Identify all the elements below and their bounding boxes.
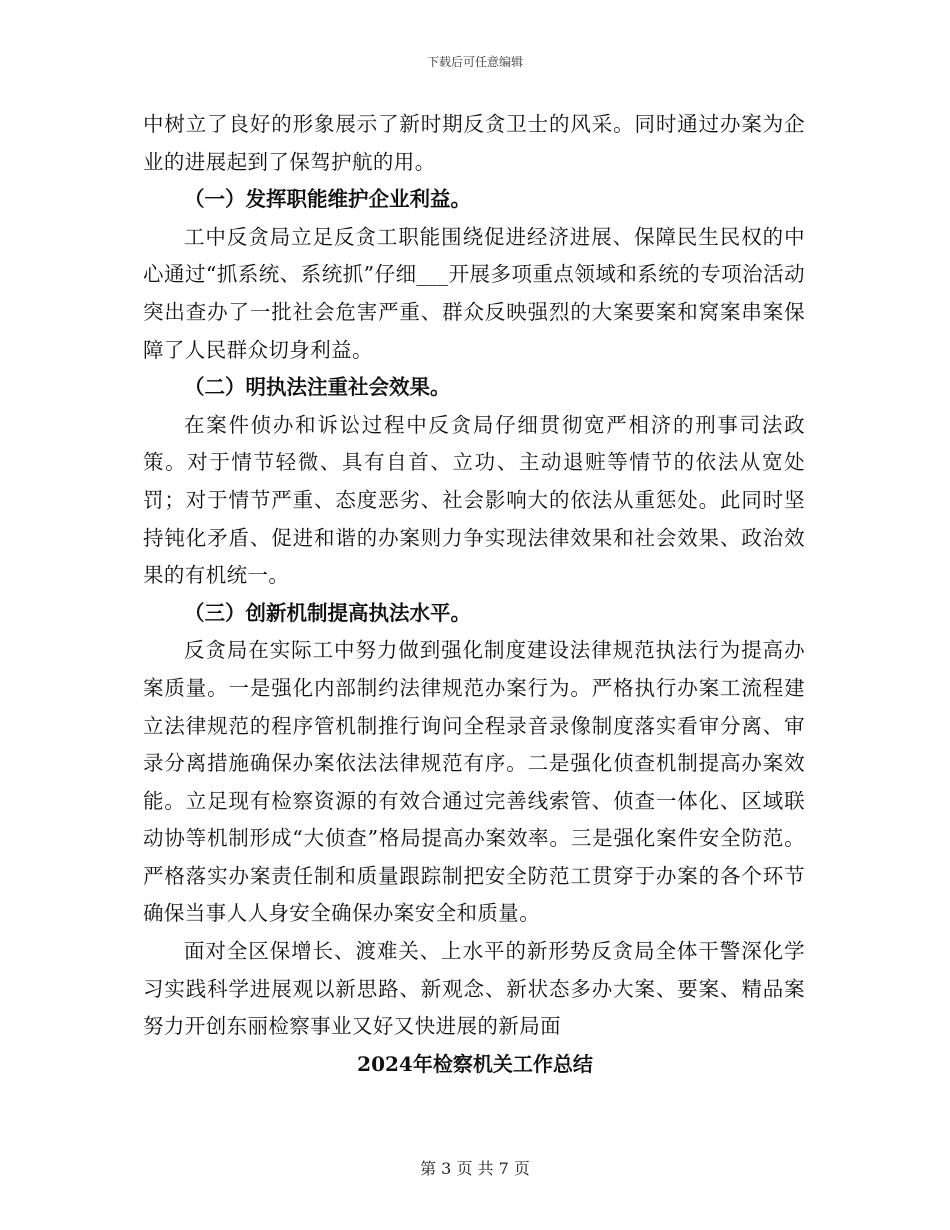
section-heading-2: （二）明执法注重社会效果。 [184,375,451,400]
page-number: 第 3 页 共 7 页 [420,1159,530,1178]
section-heading-3: （三）创新机制提高执法水平。 [184,600,471,625]
download-note: 下载后可任意编辑 [426,55,523,69]
paragraph-section-2: 在案件侦办和诉讼过程中反贪局仔细贯彻宽严相济的刑事司法政策。对于情节轻微、具有自首、立功、主动退赃等情节的依法从宽处罚；对于情节严重、态度恶劣、社会影响大的依法从重惩处。此同时坚持钝化矛盾、促进和谐的办案则力争实现法律效果和社会效果、政治效果的有机统一。 [143,412,805,588]
paragraph-conclusion: 面对全区保增长、渡难关、上水平的新形势反贪局全体干警深化学习实践科学进展观以新思路、新观念、新状态多办大案、要案、精品案努力开创东丽检察事业又好又快进展的新局面 [143,939,805,1039]
paragraph-continuation: 中树立了良好的形象展示了新时期反贪卫士的风采。同时通过办案为企业的进展起到了保驾护航的用。 [143,112,805,174]
document-title: 2024年检察机关工作总结 [357,1052,593,1076]
section-heading-1: （一）发挥职能维护企业利益。 [184,187,471,212]
document-body [143,106,805,1046]
paragraph-section-3: 反贪局在实际工中努力做到强化制度建设法律规范执法行为提高办案质量。一是强化内部制约法律规范办案行为。严格执行办案工流程建立法律规范的程序管机制推行询问全程录音录像制度落实看审分离、审录分离措施确保办案依法法律规范有序。二是强化侦查机制提高办案效能。立足现有检察资源的有效合通过完善线索管、侦查一体化、区域联动协等机制形成“大侦查”格局提高办案效率。三是强化案件安全防范。严格落实办案责任制和质量跟踪制把安全防范工贯穿于办案的各个环节确保当事人人身安全确保办案安全和质量。 [143,638,805,926]
paragraph-section-1: 工中反贪局立足反贪工职能围绕促进经济进展、保障民生民权的中心通过“抓系统、系统抓”仔细___开展多项重点领域和系统的专项治活动突出查办了一批社会危害严重、群众反映强烈的大案要案和窝案串案保障了人民群众切身利益。 [143,224,805,362]
